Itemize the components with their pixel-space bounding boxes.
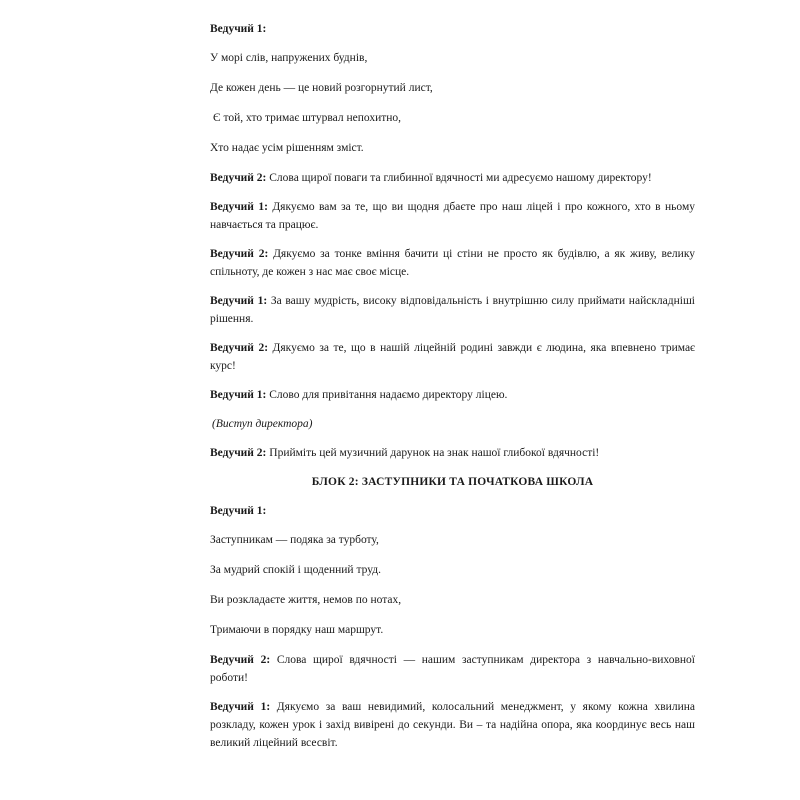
speaker-line (210, 20, 695, 38)
speaker-label: Ведучий 1: (210, 389, 267, 401)
section-heading: БЛОК 2: ЗАСТУПНИКИ ТА ПОЧАТКОВА ШКОЛА (311, 476, 594, 488)
speaker-label: Ведучий 2: (210, 654, 271, 666)
speaker-line (210, 502, 695, 520)
speaker-label: Ведучий 2: (210, 248, 269, 260)
dialogue-text: Дякуємо за тонке вміння бачити ці стіни не просто як будівлю, а як живу, велику спільноту, де кожен з нас має своє місце. (210, 248, 695, 278)
dialogue-paragraph (210, 292, 695, 328)
document-body (210, 20, 695, 763)
dialogue-paragraph (210, 198, 695, 234)
dialogue-text: Дякуємо вам за те, що ви щодня дбаєте про наш ліцей і про кожного, хто в ньому навчається та працює. (210, 201, 695, 231)
verse-line: Є той, хто тримає штурвал непохитно, (213, 112, 402, 124)
dialogue-paragraph (210, 386, 695, 404)
verse-line: Де кожен день — це новий розгорнутий лист, (210, 82, 433, 94)
dialogue-text: Слова щирої поваги та глибинної вдячності ми адресуємо нашому директору! (266, 172, 652, 184)
dialogue-text: За вашу мудрість, високу відповідальність і внутрішню силу приймати найскладніші рішення. (210, 295, 696, 325)
speaker-label: Ведучий 1: (210, 505, 267, 517)
dialogue-paragraph (210, 651, 695, 687)
verse-line: У морі слів, напружених буднів, (210, 52, 368, 64)
dialogue-paragraph (210, 245, 695, 281)
speaker-label: Ведучий 1: (210, 201, 268, 213)
stage-direction: (Виступ директора) (212, 418, 313, 430)
dialogue-paragraph (210, 698, 695, 752)
speaker-label: Ведучий 2: (210, 342, 269, 354)
dialogue-text: Слова щирої вдячності — нашим заступникам директора з навчально-виховної роботи! (210, 654, 695, 684)
dialogue-paragraph (210, 169, 695, 187)
dialogue-paragraph (210, 339, 695, 375)
verse-line: Ви розкладаєте життя, немов по нотах, (210, 594, 402, 606)
dialogue-text: Дякуємо за те, що в нашій ліцейній родині завжди є людина, яка впевнено тримає курс! (210, 342, 695, 372)
dialogue-paragraph (210, 444, 695, 462)
verse-line: Хто надає усім рішенням зміст. (210, 142, 364, 154)
verse-line: Тримаючи в порядку наш маршрут. (210, 624, 384, 636)
dialogue-text: Дякуємо за ваш невидимий, колосальний менеджмент, у якому кожна хвилина розкладу, кожен урок і захід вивірені до секунди. Ви – та надійна опора, яка координує весь наш великий ліцейний всесвіт. (210, 701, 695, 749)
speaker-label: Ведучий 1: (210, 701, 271, 713)
verse-line: За мудрий спокій і щоденний труд. (210, 564, 381, 576)
speaker-label: Ведучий 1: (210, 295, 268, 307)
speaker-label: Ведучий 2: (210, 447, 267, 459)
speaker-label: Ведучий 2: (210, 172, 267, 184)
dialogue-text: Слово для привітання надаємо директору ліцею. (266, 389, 508, 401)
verse-line: Заступникам — подяка за турботу, (210, 534, 379, 546)
dialogue-text: Прийміть цей музичний дарунок на знак нашої глибокої вдячності! (266, 447, 600, 459)
speaker-label: Ведучий 1: (210, 23, 267, 35)
